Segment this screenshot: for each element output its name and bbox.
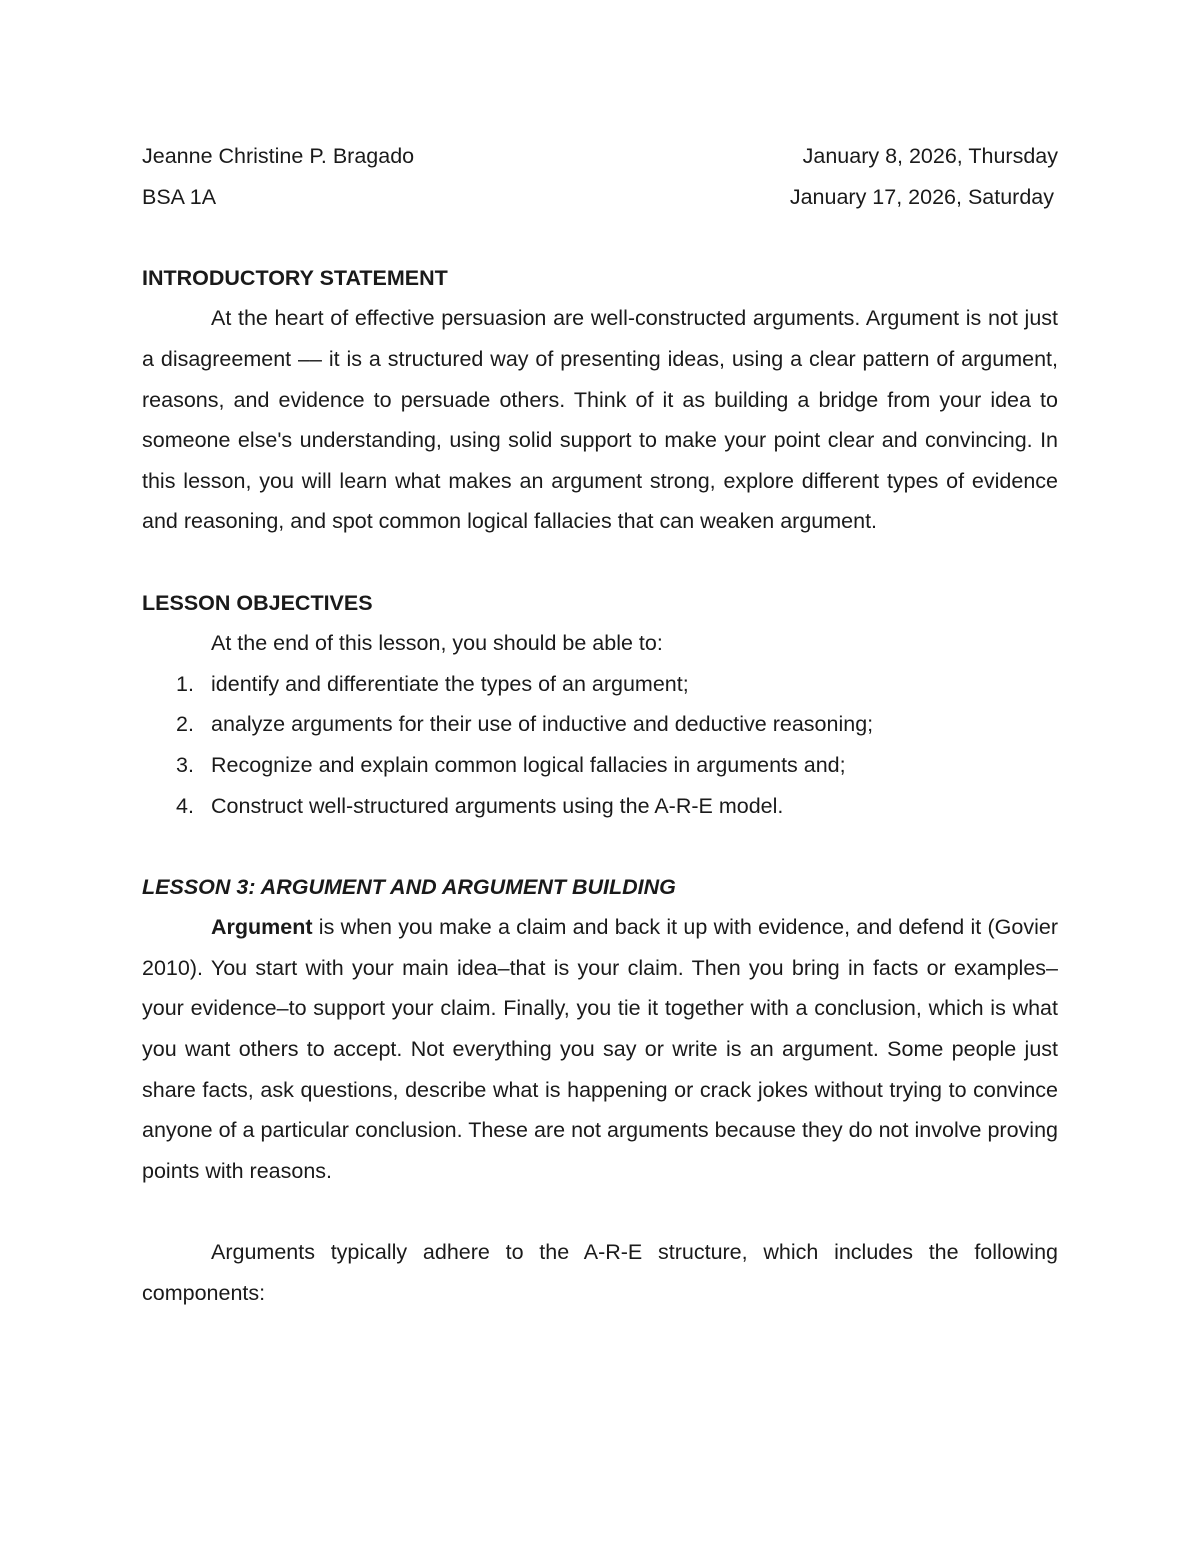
list-number: 1.	[176, 671, 194, 696]
are-structure-paragraph: Arguments typically adhere to the A-R-E structure, which includes the following components:	[142, 1240, 1058, 1305]
date-1: January 8, 2026, Thursday	[802, 144, 1058, 168]
list-number: 2.	[176, 712, 194, 737]
list-item	[142, 786, 1058, 827]
spacer	[142, 217, 1058, 258]
document-page	[142, 136, 1058, 1313]
lesson-heading: LESSON 3: ARGUMENT AND ARGUMENT BUILDING	[142, 874, 676, 899]
date-2: January 17, 2026, Saturday	[789, 184, 1054, 209]
list-text: identify and differentiate the types of an argument;	[211, 671, 689, 696]
argument-term: Argument	[211, 915, 313, 940]
list-text: analyze arguments for their use of inductive and deductive reasoning;	[211, 712, 874, 737]
header-row-2	[142, 177, 1058, 218]
list-item	[142, 745, 1058, 786]
author-name: Jeanne Christine P. Bragado	[142, 144, 415, 168]
intro-heading: INTRODUCTORY STATEMENT	[142, 265, 448, 290]
list-number: 3.	[176, 752, 194, 777]
list-item	[142, 704, 1058, 745]
header-row-1	[142, 136, 1058, 177]
list-text: Construct well-structured arguments using the A-R-E model.	[211, 793, 784, 818]
spacer	[142, 542, 1058, 583]
spacer	[142, 1191, 1058, 1232]
spacer	[142, 826, 1058, 867]
list-item	[142, 664, 1058, 705]
objectives-heading: LESSON OBJECTIVES	[142, 590, 373, 615]
intro-paragraph: At the heart of effective persuasion are well-constructed arguments. Argument is not just a disagreement –– it is a structured way of presenting ideas, using a clear pattern of argument, reasons, and evidence to persuade others. Think of it as building a bridge from your idea to someone else's understanding, using solid support to make your point clear and convincing. In this lesson, you will learn what makes an argument strong, explore different types of evidence and reasoning, and spot common logical fallacies that can weaken argument.	[142, 306, 1058, 534]
list-text: Recognize and explain common logical fallacies in arguments and;	[211, 752, 846, 777]
objectives-intro: At the end of this lesson, you should be able to:	[211, 631, 663, 656]
objectives-list	[142, 664, 1058, 826]
lesson-paragraph-text: is when you make a claim and back it up with evidence, and defend it (Govier 2010). You start with your main idea–that is your claim. Then you bring in facts or examples–your evidence–to support your claim. Finally, you tie it together with a conclusion, which is what you want others to accept. Not everything you say or write is an argument. Some people just share facts, ask questions, describe what is happening or crack jokes without trying to convince anyone of a particular conclusion. These are not arguments because they do not involve proving points with reasons.	[142, 915, 1058, 1183]
section-label: BSA 1A	[142, 184, 217, 209]
lesson-paragraph	[142, 907, 1058, 1191]
list-number: 4.	[176, 793, 194, 818]
